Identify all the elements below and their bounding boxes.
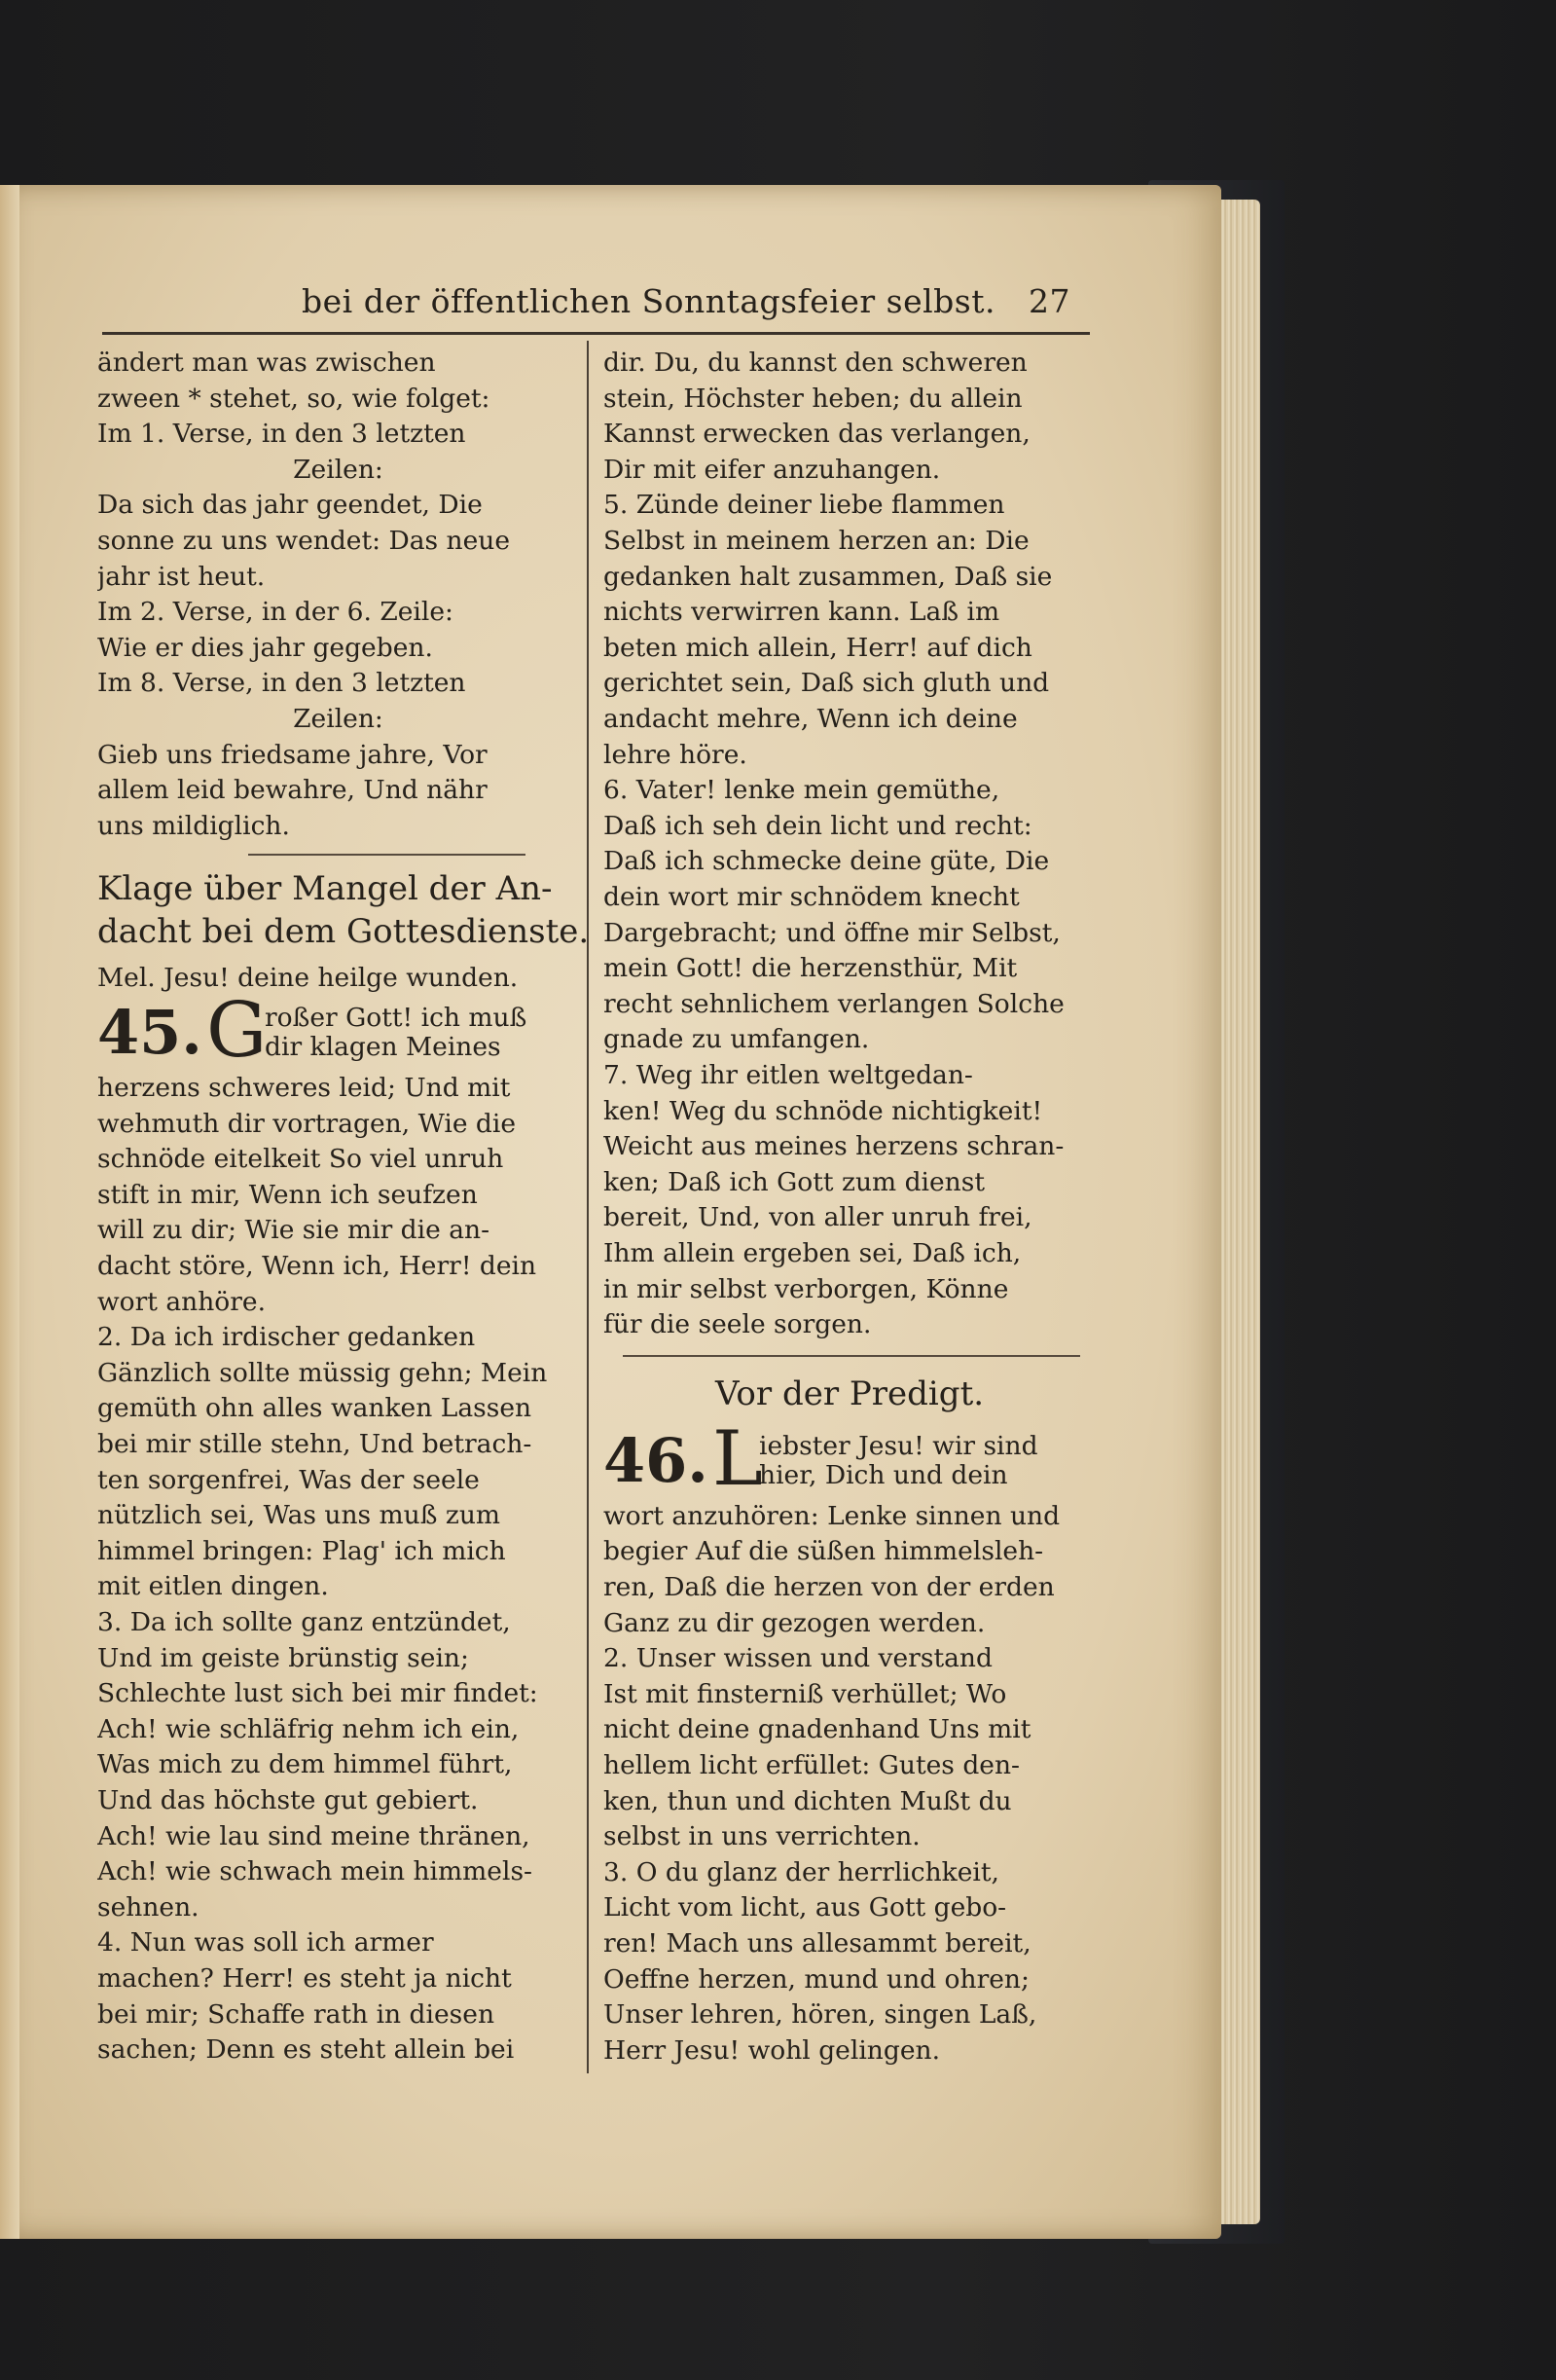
running-title: bei der öffentlichen Sonntagsfeier selbst. (302, 282, 995, 320)
hymn-45-continued-line: bereit, Und, von aller unruh frei, (603, 1202, 1032, 1233)
hymn-45-continued-line: Ihm allein ergeben sei, Daß ich, (603, 1238, 1022, 1268)
hymn-45-number: 45. (97, 997, 202, 1068)
hymn-45-line: herzens schweres leid; Und mit (97, 1073, 511, 1103)
hymn-45-line: ten sorgenfrei, Was der seele (97, 1464, 480, 1495)
hymn-46-line: hellem licht erfüllet: Gutes den- (603, 1750, 1020, 1780)
hymn-45-line: bei mir; Schaffe rath in diesen (97, 1998, 495, 2030)
intro-line: Gieb uns friedsame jahre, Vor (97, 739, 488, 770)
hymn-46-line: selbst in uns verrichten. (603, 1821, 921, 1852)
hymn-46-line: 2. Unser wissen und verstand (603, 1643, 993, 1674)
hymn-45-line: Ach! wie schwach mein himmels- (97, 1856, 532, 1887)
hymn-45-line: schnöde eitelkeit So viel unruh (97, 1144, 504, 1175)
facing-page-gutter (0, 185, 19, 2239)
intro-line: Im 2. Verse, in der 6. Zeile: (97, 597, 453, 628)
intro-line: Zeilen: (293, 454, 383, 485)
hymn-45-continued-line: 5. Zünde deiner liebe flammen (603, 490, 1005, 521)
hymn-45-line: Und im geiste brünstig sein; (97, 1642, 469, 1673)
hymn-45-continued-line: mein Gott! die herzensthür, Mit (603, 953, 1018, 984)
hymn-46-line: Herr Jesu! wohl gelingen. (603, 2034, 941, 2066)
hymn-46-line: Oeffne herzen, mund und ohren; (603, 1963, 1030, 1995)
hymn-45-line: Und das höchste gut gebiert. (97, 1785, 479, 1815)
intro-line: sonne zu uns wendet: Das neue (97, 526, 511, 556)
hymn-45-continued-line: Daß ich schmecke deine güte, Die (603, 846, 1050, 877)
hymn-45-line: machen? Herr! es steht ja nicht (97, 1963, 512, 1994)
intro-line: jahr ist heut. (97, 561, 266, 592)
hymn-45-continued-line: ken; Daß ich Gott zum dienst (603, 1166, 986, 1197)
hymn-45-continued-line: 6. Vater! lenke mein gemüthe, (603, 775, 1000, 806)
hymn-45-line: sachen; Denn es steht allein bei (97, 2034, 515, 2066)
intro-line: zween * stehet, so, wie folget: (97, 383, 490, 414)
hymn-45-dropcap: G (206, 987, 268, 1075)
intro-line: Wie er dies jahr gegeben. (97, 632, 433, 663)
hymn-45-line: 2. Da ich irdischer gedanken (97, 1322, 476, 1353)
hymn-45-continued-line: für die seele sorgen. (603, 1309, 872, 1340)
hymn-46-first-line: hier, Dich und dein (759, 1459, 1008, 1490)
hymn-45-line: will zu dir; Wie sie mir die an- (97, 1215, 490, 1246)
hymn-45-continued-line: stein, Höchster heben; du allein (603, 383, 1023, 414)
hymn-45-line: wehmuth dir vortragen, Wie die (97, 1108, 517, 1139)
intro-line: Im 8. Verse, in den 3 letzten (97, 668, 466, 699)
section-rule (248, 854, 525, 856)
hymn-45-title: Klage über Mangel der An- (97, 869, 553, 909)
intro-line: ändert man was zwischen (97, 348, 436, 378)
hymn-45-first-line: dir klagen Meines (265, 1032, 501, 1062)
hymn-45-continued-line: nichts verwirren kann. Laß im (603, 597, 1000, 628)
hymn-45-line: wort anhöre. (97, 1286, 267, 1317)
hymn-45-line: Ach! wie schläfrig nehm ich ein, (97, 1713, 520, 1744)
hymn-45-continued-line: 7. Weg ihr eitlen weltgedan- (603, 1060, 973, 1090)
hymn-45-continued-line: Dir mit eifer anzuhangen. (603, 454, 941, 485)
section-rule (623, 1355, 1080, 1357)
hymn-45-line: mit eitlen dingen. (97, 1571, 329, 1602)
intro-line: allem leid bewahre, Und nähr (97, 775, 488, 806)
hymn-45-line: sehnen. (97, 1891, 199, 1922)
hymn-45-continued-line: dir. Du, du kannst den schweren (603, 348, 1028, 378)
hymn-46-line: nicht deine gnadenhand Uns mit (603, 1714, 1031, 1745)
hymn-46-number: 46. (603, 1424, 708, 1496)
intro-line: Da sich das jahr geendet, Die (97, 490, 483, 521)
hymn-46-first-line: iebster Jesu! wir sind (759, 1430, 1038, 1461)
hymn-45-continued-line: Daß ich seh dein licht und recht: (603, 810, 1032, 841)
hymn-45-line: bei mir stille stehn, Und betrach- (97, 1429, 532, 1459)
running-head (302, 282, 1070, 331)
hymn-45-line: Was mich zu dem himmel führt, (97, 1749, 513, 1780)
hymn-45-continued-line: gerichtet sein, Daß sich gluth und (603, 668, 1050, 699)
hymn-45-line: nützlich sei, Was uns muß zum (97, 1500, 501, 1531)
hymn-45-continued-line: gnade zu umfangen. (603, 1024, 870, 1055)
hymn-45-continued-line: ken! Weg du schnöde nichtigkeit! (603, 1095, 1043, 1126)
hymn-46-line: Ist mit finsterniß verhüllet; Wo (603, 1678, 1007, 1709)
hymn-45-continued-line: in mir selbst verborgen, Könne (603, 1273, 1009, 1304)
hymn-45-first-line: roßer Gott! ich muß (265, 1003, 527, 1033)
hymn-45-melody: Mel. Jesu! deine heilge wunden. (97, 963, 519, 994)
hymn-46-dropcap: L (712, 1414, 763, 1503)
hymn-45-line: Gänzlich sollte müssig gehn; Mein (97, 1357, 548, 1388)
hymn-45-continued-line: andacht mehre, Wenn ich deine (603, 704, 1018, 734)
hymn-45-title: dacht bei dem Gottesdienste. (97, 912, 590, 952)
hymn-45-continued-line: gedanken halt zusammen, Daß sie (603, 561, 1053, 592)
hymn-46-line: ren, Daß die herzen von der erden (603, 1572, 1055, 1602)
hymn-46-line: Licht vom licht, aus Gott gebo- (603, 1892, 1007, 1923)
column-divider (587, 341, 589, 2073)
intro-line: Im 1. Verse, in den 3 letzten (97, 419, 466, 450)
hymn-46-line: ken, thun und dichten Mußt du (603, 1785, 1012, 1816)
hymn-45-continued-line: recht sehnlichem verlangen Solche (603, 988, 1065, 1019)
page-number: 27 (1029, 282, 1070, 320)
hymn-45-line: 4. Nun was soll ich armer (97, 1927, 434, 1959)
hymn-45-continued-line: lehre höre. (603, 739, 747, 770)
hymn-46-line: wort anzuhören: Lenke sinnen und (603, 1500, 1061, 1531)
hymn-46-title: Vor der Predigt. (715, 1373, 985, 1413)
hymn-45-line: Schlechte lust sich bei mir findet: (97, 1678, 538, 1709)
header-rule (102, 332, 1090, 335)
hymn-46-line: begier Auf die süßen himmelsleh- (603, 1536, 1044, 1567)
hymn-46-line: ren! Mach uns allesammt bereit, (603, 1928, 1031, 1959)
hymn-45-continued-line: Kannst erwecken das verlangen, (603, 419, 1031, 450)
hymn-45-line: dacht störe, Wenn ich, Herr! dein (97, 1251, 537, 1281)
hymn-45-continued-line: Weicht aus meines herzens schran- (603, 1131, 1065, 1162)
hymn-45-continued-line: Selbst in meinem herzen an: Die (603, 526, 1030, 556)
hymn-46-line: Unser lehren, hören, singen Laß, (603, 1999, 1037, 2031)
hymn-45-line: gemüth ohn alles wanken Lassen (97, 1393, 532, 1424)
hymn-45-continued-line: dein wort mir schnödem knecht (603, 882, 1020, 912)
intro-line: Zeilen: (293, 704, 383, 734)
hymn-45-line: stift in mir, Wenn ich seufzen (97, 1179, 478, 1210)
intro-line: uns mildiglich. (97, 810, 290, 841)
hymn-45-line: himmel bringen: Plag' ich mich (97, 1535, 506, 1566)
hymn-46-line: Ganz zu dir gezogen werden. (603, 1607, 986, 1638)
hymn-45-continued-line: beten mich allein, Herr! auf dich (603, 632, 1032, 663)
hymn-45-line: 3. Da ich sollte ganz entzündet, (97, 1607, 511, 1637)
hymn-45-continued-line: Dargebracht; und öffne mir Selbst, (603, 917, 1061, 948)
hymn-45-line: Ach! wie lau sind meine thränen, (97, 1820, 530, 1851)
hymn-46-line: 3. O du glanz der herrlichkeit, (603, 1856, 999, 1887)
